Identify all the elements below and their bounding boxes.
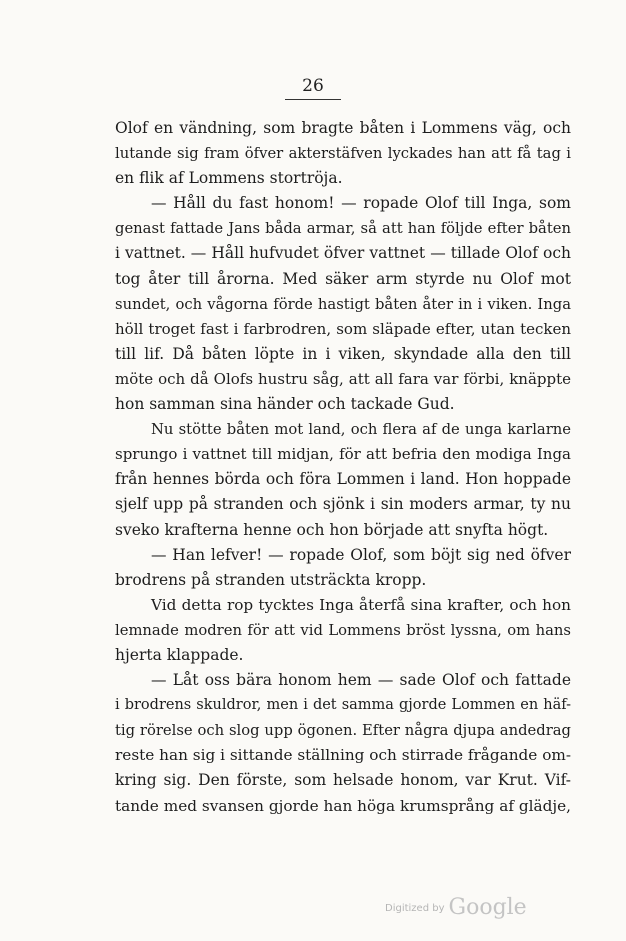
text-line: Olof en vändning, som bragte båten i Lommens väg, och	[115, 119, 571, 137]
text-line: höll troget fast i farbrodren, som släpade efter, utan tecken	[115, 319, 571, 338]
text-line: tig rörelse och slog upp ögonen. Efter några djupa andedrag	[115, 722, 571, 740]
text-line: hjerta klappade.	[115, 645, 244, 664]
text-line: en flik af Lommens stortröja.	[115, 169, 343, 188]
text-line: Vid detta rop tycktes Inga återfå sina krafter, och hon	[151, 595, 571, 614]
text-line: sjelf upp på stranden och sjönk i sin moders armar, ty nu	[115, 495, 571, 514]
text-line: — Låt oss bära honom hem — sade Olof och fattade	[151, 671, 571, 690]
text-line: genast fattade Jans båda armar, så att han följde efter båten	[115, 220, 571, 238]
text-line: tog åter till årorna. Med säker arm styrde nu Olof mot	[115, 269, 571, 288]
text-line: till lif. Då båten löpte in i viken, skyndade alla den till	[115, 344, 571, 363]
text-line: möte och då Olofs hustru såg, att all fara var förbi, knäppte	[115, 369, 571, 388]
page-number-rule	[285, 99, 341, 100]
watermark-prefix: Digitized by	[385, 903, 445, 914]
body-text	[115, 116, 571, 819]
digitized-watermark	[385, 895, 527, 920]
text-line: Nu stötte båten mot land, och flera af de unga karlarne	[151, 421, 571, 439]
text-line: lemnade modren för att vid Lommens bröst lyssna, om hans	[115, 621, 571, 639]
page-number: 26	[302, 76, 324, 96]
text-line: från hennes börda och föra Lommen i land. Hon hoppade	[115, 470, 571, 489]
text-line: sveko krafterna henne och hon började att snyfta högt.	[115, 520, 549, 539]
text-line: i vattnet. — Håll hufvudet öfver vattnet — tillade Olof och	[115, 244, 571, 263]
text-line: reste han sig i sittande ställning och stirrade frågande om-	[115, 746, 571, 765]
text-line: kring sig. Den förste, som helsade honom, var Krut. Vif-	[115, 771, 571, 790]
google-logo: Google	[448, 895, 527, 920]
text-line: i brodrens skuldror, men i det samma gjorde Lommen en häf-	[115, 697, 571, 714]
text-line: — Håll du fast honom! — ropade Olof till Inga, som	[151, 194, 571, 213]
text-line: hon samman sina händer och tackade Gud.	[115, 395, 455, 414]
text-line: — Han lefver! — ropade Olof, som böjt sig ned öfver	[151, 545, 571, 564]
text-line: sprungo i vattnet till midjan, för att befria den modiga Inga	[115, 445, 571, 464]
text-line: tande med svansen gjorde han höga krumsprång af glädje,	[115, 796, 571, 815]
text-line: brodrens på stranden utsträckta kropp.	[115, 570, 427, 589]
text-line: lutande sig fram öfver akterstäfven lyckades han att få tag i	[115, 145, 571, 163]
text-line: sundet, och vågorna förde hastigt båten åter in i viken. Inga	[115, 295, 571, 313]
